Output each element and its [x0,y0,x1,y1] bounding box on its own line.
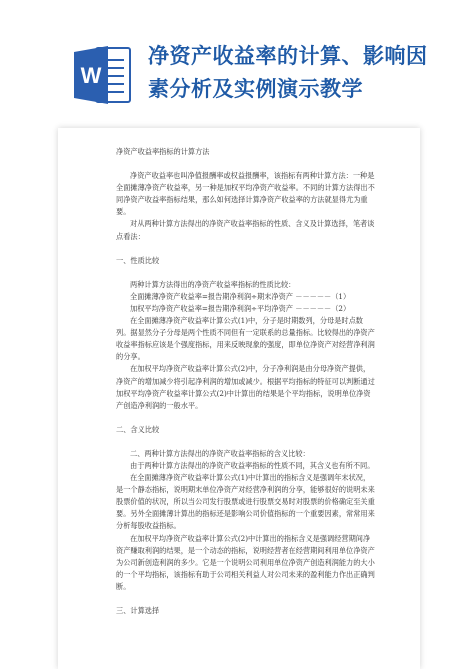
title-line-2: 素分析及实例演示教学 [148,77,363,101]
section-heading-nature: 一、性质比较 [116,255,160,265]
paragraph-meaning-2: 在加权平均净资产收益率计算公式(2)中计算出的指标含义是强调经营期间净资产赚取利润的结果，是一个动态的指标，说明经营者在经营期间利用单位净资产为公司新创造利润的多少。它是一个说明公司利用单位净资产创造利润能力的大小的一个平均指标，该指标有助于公司相关利益人对公司未来的盈利能力作出正确判断。 [116,533,375,591]
section-heading-meaning: 二、含义比较 [116,424,160,434]
paragraph-meaning-1: 在全面摊薄净资产收益率计算公式(1)中计算出的指标含义是强调年末状况，是一个静态指标，说明期末单位净资产对经营净利润的分享，能够很好的说明未来股票价值的状况，所以当公司发行股票或进行股票交易时对股票的价格确定至关重要。另外全面摊薄计算出的指标还是影响公司价值指标的一个重要因素，常常用来分析每股收益指标。 [116,473,375,531]
section-nature-intro: 两种计算方法得出的净资产收益率指标的性质比较： [130,279,296,289]
paragraph-meaning-0: 由于两种计算方法得出的净资产收益率指标的性质不同，其含义也有所不同。 [130,460,375,470]
document-page [58,128,420,669]
paragraph-nature-1: 在全面摊薄净资产收益率计算公式(1)中，分子是时期数列，分母是时点数列。据显然分子分母是两个性质不同但有一定联系的总量指标。比较得出的净资产收益率指标应该是个强度指标，用来反映现象的强度，即单位净资产对经营净利润的分享。 [116,316,375,362]
document-body [116,146,376,617]
title-line-1: 净资产收益率的计算、影响因 [148,44,428,68]
paragraph-nature-2: 在加权平均净资产收益率计算公式(2)中，分子净利润是由分母净资产提供，净资产的增加减少将引起净利润的增加或减少。根据平均指标的特征可以判断通过加权平均净资产收益率计算公式(2)中计算出的结果是个平均指标，说明单位净资产创造净利润的一般水平。 [116,364,375,410]
formula-weighted: 加权平均净资产收益率=报告期净利润÷平均净资产 －－－－－（2） [130,303,351,313]
page-header [0,0,474,120]
formula-diluted: 全面摊薄净资产收益率=报告期净利润÷期末净资产 －－－－－（1） [130,291,351,301]
paragraph-opinion: 对从两种计算方法得出的净资产收益率指标的性质、含义及计算选择，笔者谈点看法： [116,219,375,241]
section-heading-selection: 三、计算选择 [116,606,160,615]
paragraph-intro: 净资产收益率也叫净值报酬率或权益报酬率，该指标有两种计算方法：一种是全面摊薄净资产收益率，另一种是加权平均净资产收益率。不同的计算方法得出不同净资产收益率指标结果，那么如何选择计算净资产收益率的方法就显得尤为重要。 [116,171,375,217]
word-document-icon [74,42,132,108]
document-title: 净资产收益率指标的计算方法 [116,147,210,156]
page-title [148,40,448,106]
svg-text:W: W [80,63,102,88]
section-meaning-intro: 二、两种计算方法得出的净资产收益率指标的含义比较： [130,448,310,458]
